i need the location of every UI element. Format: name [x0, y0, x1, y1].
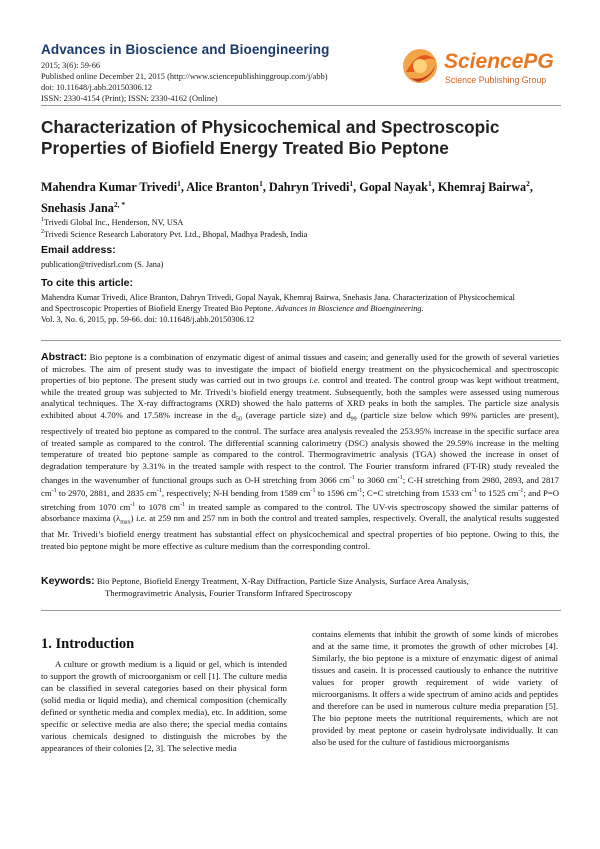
abstract-superscript: -1	[156, 488, 162, 495]
abstract-superscript: -1	[51, 488, 57, 495]
abstract-text: ; C=C stretching from 1533 cm	[362, 488, 472, 499]
author-separator: ,	[262, 180, 269, 195]
citation-title: and Spectroscopic Properties of Biofield Energy Treated Bio Peptone.	[41, 304, 274, 314]
section-heading-introduction: 1. Introduction	[41, 636, 135, 652]
abstract-text: ; and P=O stretching from 1070 cm	[41, 488, 560, 512]
meta-doi: doi: 10.11648/j.abb.20150306.12	[41, 83, 153, 92]
abstract-superscript: -1	[518, 488, 524, 495]
abstract-superscript: -1	[471, 488, 477, 495]
abstract-text: , respectively; N-H bending from 1589 cm	[161, 488, 311, 499]
email-heading: Email address:	[41, 244, 116, 256]
abstract-superscript: -1	[357, 488, 363, 495]
abstract	[41, 352, 559, 553]
affiliation-text: Trivedi Science Research Laboratory Pvt. Ltd., Bhopal, Madhya Pradesh, India	[44, 229, 308, 239]
author-separator: ,	[180, 180, 187, 195]
author-name: Khemraj Bairwa	[437, 180, 527, 195]
meta-issn: ISSN: 2330-4154 (Print); ISSN: 2330-4162 (Online)	[41, 94, 218, 103]
affiliation-num: 1	[41, 217, 44, 223]
affiliation-1	[41, 215, 183, 228]
intro-column-right	[312, 628, 558, 748]
keywords-label: Keywords:	[41, 575, 95, 587]
author-name: Dahryn Trivedi	[268, 180, 350, 195]
abstract-divider-top	[41, 340, 561, 341]
abstract-text: (average particle size) and d	[241, 409, 351, 420]
abstract-text: to 1596 cm	[315, 488, 358, 499]
author-affil-num: 2, *	[113, 200, 126, 210]
author-list	[41, 175, 566, 217]
abstract-superscript: -1	[130, 501, 136, 508]
keywords-list: Thermogravimetric Analysis, Fourier Transform Infrared Spectroscopy	[105, 588, 353, 598]
abstract-text: control and treated. The control group was kept without treatment, while the treated group was subjected to Mr. Trivedi’s biofield energy treatment. Subsequently, both the samples were assessed using numerous analytical techniques. The X-ray diffractograms (XRD) showed the halo patterns of XRD peaks in both the samples. The particle size analysis exhibited about 4.70% and 17.58% increase in the d	[41, 375, 560, 420]
meta-issue: 2015; 3(6): 59-66	[41, 61, 101, 70]
abstract-text: Bio peptone is a combination of enzymatic digest of animal tissues and casein; and generally used for the growth of several varieties of microbes. The aim of present study was to investigate the impact of biofield energy treatment on the physicochemical and spectroscopic properties of bio peptone. The present study was carried out in two groups	[41, 352, 559, 386]
intro-paragraph: A culture or growth medium is a liquid or gel, which is intended to support the growth of microorganism or cell [1]. The culture media can be classified in several categories based on their physical form (solid media or liquid media), and chemical composition (chemically defined or synthetic media and complex media), etc. In addition, some specific or selective media are also there; the special media contains various chemicals designed to distinguish the microbes by the appearances of their colonies [2, 3]. The selective media	[41, 659, 287, 753]
abstract-divider-bottom	[41, 610, 561, 611]
author-affil-num: 1	[259, 179, 263, 188]
affiliation-num: 2	[41, 229, 44, 235]
author-name: Snehasis Jana	[41, 201, 114, 216]
cite-heading: To cite this article:	[41, 277, 133, 289]
citation-line: Vol. 3, No. 6, 2015, pp. 59-66. doi: 10.11648/j.abb.20150306.12	[41, 315, 255, 325]
abstract-text: in treated sample as compared to the control. The UV-vis spectroscopy showed the similar patterns of absorbance maxima (λ	[41, 501, 560, 524]
author-affil-num: 1	[177, 179, 181, 188]
abstract-superscript: -1	[310, 488, 316, 495]
abstract-text: i.e.	[136, 513, 147, 524]
author-affil-num: 2	[526, 179, 530, 188]
author-affil-num: 1	[427, 179, 432, 188]
citation-journal: Advances in Bioscience and Bioengineering.	[275, 304, 424, 314]
journal-title: Advances in Bioscience and Bioengineering	[41, 42, 330, 57]
citation-line: Mahendra Kumar Trivedi, Alice Branton, Dahryn Trivedi, Gopal Nayak, Khemraj Bairwa, Snehasis Jana. Characterization of Physicochemical	[41, 293, 515, 302]
meta-published: Published online December 21, 2015 (http://www.sciencepublishinggroup.com/j/abb)	[41, 72, 328, 81]
author-name: Alice Branton	[186, 180, 260, 195]
abstract-subscript: max	[120, 519, 131, 526]
email-address[interactable]: publication@trivedisrl.com (S. Jana)	[41, 260, 164, 269]
author-separator: ,	[431, 180, 438, 195]
sciencepg-logo-mark	[398, 42, 563, 98]
abstract-superscript: -1	[397, 474, 403, 481]
abstract-text: ; C-H stretching from 2980, 2893, and 2817 cm	[41, 474, 559, 499]
abstract-superscript: -1	[180, 501, 186, 508]
keywords	[41, 575, 559, 599]
sciencepg-logo	[398, 42, 563, 98]
abstract-text: )	[130, 513, 137, 524]
journal-meta	[41, 60, 327, 104]
affiliation-text: Trivedi Global Inc., Henderson, NV, USA	[44, 217, 184, 227]
abstract-text: (particle size below which 99% particles are present), respectively of treated bio peptone as compared to the control. The surface area analysis revealed the 253.95% increase in the specific surface area of treated sample as compared to the control. The differential scanning calorimetry (DSC) analysis showed the 29.59% increase in the melting temperature of treated bio peptone sample as compared to the control. Thermogravimetric analysis (TGA) showed the increase in onset of degradation temperature by 3.31% in the treated sample with respect to the control. The Fourier transform infrared (FT-IR) study revealed the changes in the wavenumber of functional groups such as O-H stretching from 3066 cm	[41, 409, 559, 485]
author-name: Mahendra Kumar Trivedi	[41, 180, 178, 195]
logo-name: SciencePG	[444, 50, 554, 73]
header-divider	[41, 105, 561, 106]
author-separator: ,	[529, 180, 533, 195]
abstract-text: at 259 nm and 257 nm in both the control and treated samples, respectively. Overall, the analytical results suggested that Mr. Trivedi’s biofield energy treatment has substantial effect on physicochemical and spectral properties of bio peptone. Owing to this, the treated bio peptone might be more effective as culture medium than the corresponding control.	[41, 513, 559, 552]
intro-column-left	[41, 658, 287, 754]
keywords-list: Bio Peptone, Biofield Energy Treatment, X-Ray Diffraction, Particle Size Analysis, Surface Area Analysis,	[94, 576, 469, 586]
logo-subtitle: Science Publishing Group	[445, 75, 547, 85]
abstract-label: Abstract:	[41, 351, 88, 363]
author-affil-num: 1	[349, 179, 354, 188]
citation	[41, 292, 561, 326]
abstract-text: to 3060 cm	[354, 474, 398, 485]
affiliation-2	[41, 227, 307, 240]
paper-title	[41, 117, 561, 159]
abstract-text: to 2970, 2881, and 2835 cm	[56, 488, 157, 499]
author-name: Gopal Nayak	[359, 180, 428, 195]
abstract-text: to 1078 cm	[135, 501, 181, 512]
abstract-text: to 1525 cm	[476, 488, 519, 499]
abstract-superscript: -1	[349, 474, 355, 481]
intro-paragraph: contains elements that inhibit the growth of some kinds of microbes and at the same time, it promotes the growth of other microbes [4]. Similarly, the bio peptone is a mixture of enzymatic digest of animal tissues and casein. It is processed cautiously to enhance the nutritive values for proper growth requirement of wide variety of microorganisms. It offers a wide spectrum of amino acids and peptides and therefore can be used in numerous culture media preparation [5]. The bio peptone meets the nutritional requirements, which are not provided by meat peptone or casein hydrolysate individually. It can also be used for the culture of fastidious microorganisms	[312, 629, 559, 747]
abstract-text: i.e.	[309, 375, 320, 386]
abstract-subscript: 50	[235, 416, 242, 423]
author-separator: ,	[353, 180, 360, 195]
citation-line	[41, 303, 561, 314]
paper-title-line2: Properties of Biofield Energy Treated Bio Peptone	[41, 138, 449, 158]
abstract-subscript: 99	[350, 416, 357, 423]
paper-title-line1: Characterization of Physicochemical and Spectroscopic	[41, 117, 500, 137]
